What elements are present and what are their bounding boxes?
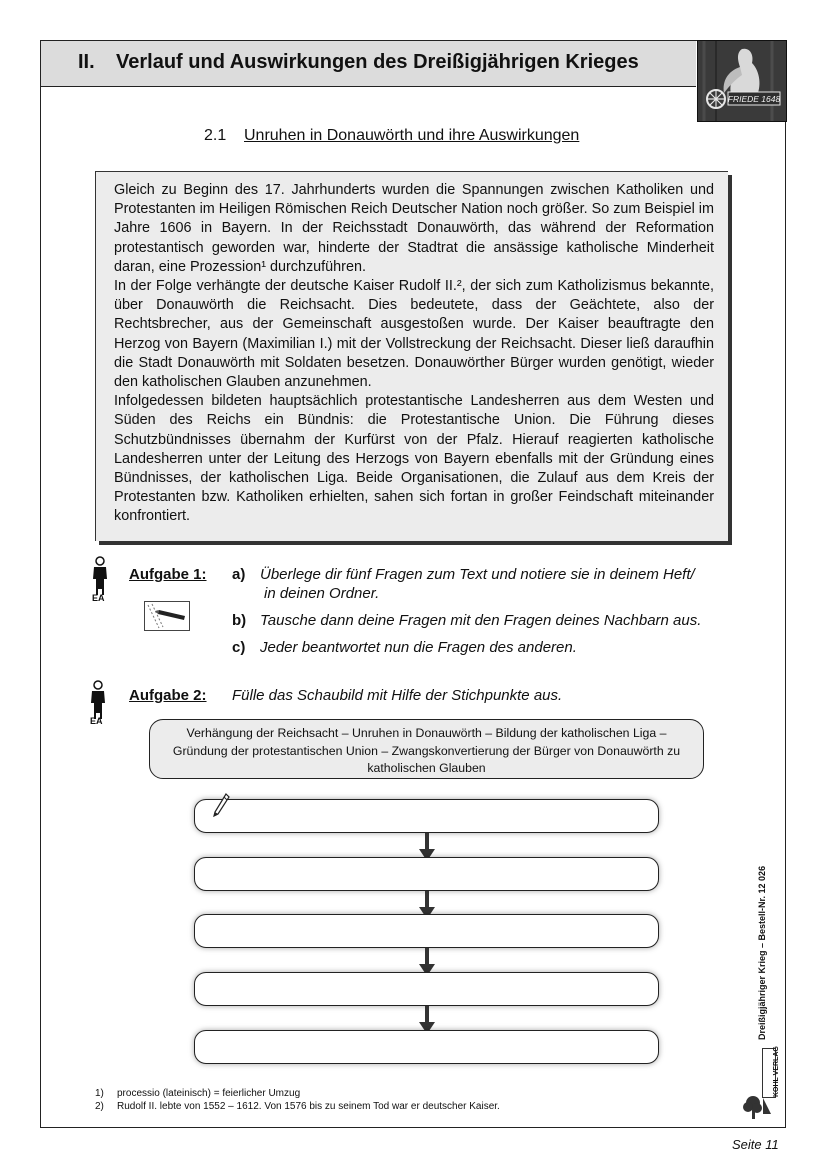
task1-label: Aufgabe 1: xyxy=(129,566,207,583)
publisher-logo: KOHL VERLAG xyxy=(762,1048,776,1098)
footnotes xyxy=(95,1088,500,1113)
section-title-text: Unruhen in Donauwörth und ihre Auswirkungen xyxy=(244,127,580,144)
flow-step-4-field[interactable] xyxy=(194,972,659,1006)
order-number-label: Dreißigjähriger Krieg – Bestell-Nr. 12 026 xyxy=(757,865,767,1040)
flow-step-3-field[interactable] xyxy=(194,914,659,948)
peace-dove-image xyxy=(697,40,787,122)
task1-c-letter: c) xyxy=(232,639,246,656)
image-caption: FRIEDE 1648 xyxy=(727,94,781,104)
paragraph-3: Infolgedessen bildeten hauptsächlich protestantische Landesherren aus dem Westen und Süden des Reichs ein Bündnis: die Protestantische Union. Die Führung dieses Schutzbündnisses übernahm der Kurfürst von der Pfalz. Hierauf reagierten katholische Landesherren unter der Leitung des Herzogs von Bayern ebenfalls mit der Gründung eines Bündnisses, der katholischen Liga. Beide Organisationen, die Zulauf aus dem Kreis der Protestanten bzw. Katholiken erhielten, sahen sich fortan in großer Feindschaft miteinander konfrontiert. xyxy=(114,393,714,525)
keywords-line: Gründung der protestantischen Union – Zwangskonvertierung der Bürger von Donauwörth zu xyxy=(172,743,681,758)
section-number: 2.1 xyxy=(204,127,227,144)
paragraph-1: Gleich zu Beginn des 17. Jahrhunderts wurden die Spannungen zwischen Katholiken und Protestanten im Heiligen Römischen Reich Deutscher Nation noch größer. So zum Beispiel im Jahre 1606 in Bayern. In der Reichsstadt Donauwörth, das während der Reformation protestantisch geworden war, hinderte der Stadtrat die ansässige katholische Minderheit daran, eine Prozession¹ durchzuführen. xyxy=(114,182,714,275)
task2-instruction: Fülle das Schaubild mit Hilfe der Stichpunkte aus. xyxy=(232,687,563,704)
footnote: 1) processio (lateinisch) = feierlicher Umzug xyxy=(95,1088,301,1099)
task1-a-letter: a) xyxy=(232,566,246,583)
flow-step-5-field[interactable] xyxy=(194,1030,659,1064)
page-number: Seite 11 xyxy=(732,1137,779,1152)
chapter-title xyxy=(78,51,639,74)
work-form-label: EA xyxy=(90,716,103,726)
chapter-number: II. xyxy=(78,51,95,73)
task1-b-letter: b) xyxy=(232,612,247,629)
footnote: 2) Rudolf II. lebte von 1552 – 1612. Von 1576 bis zu seinem Tod war er deutscher Kaiser. xyxy=(95,1100,500,1112)
pencil-icon xyxy=(211,792,231,822)
task1-a-text: Überlege dir fünf Fragen zum Text und notiere sie in deinem Heft/ xyxy=(260,566,695,583)
paragraph-2: In der Folge verhängte der deutsche Kaiser Rudolf II.², der sich zum Katholizismus bekannte, über Donauwörth die Reichsacht. Dies bedeutete, dass der Geächtete, also der Rechtsbrecher, aus der Gemeinschaft ausgestoßen wurde. Der Kaiser beauftragte den Herzog von Bayern (Maximilian I.) mit der Vollstreckung der Reichsacht. Dieser ließ daraufhin die Stadt Donauwörth mit Soldaten besetzen. Donauwörther Bürger wurden genötigt, wieder den katholischen Glauben anzunehmen. xyxy=(114,278,714,391)
flow-step-2-field[interactable] xyxy=(194,857,659,891)
task1-a-text-cont: in deinen Ordner. xyxy=(264,585,380,602)
work-form-label: EA xyxy=(92,593,105,603)
chapter-title-text: Verlauf und Auswirkungen des Dreißigjährigen Krieges xyxy=(116,51,639,73)
section-title xyxy=(204,127,579,145)
task2-label: Aufgabe 2: xyxy=(129,687,207,704)
keywords-line: Verhängung der Reichsacht – Unruhen in Donauwörth – Bildung der katholischen Liga – xyxy=(186,726,667,740)
tree-logo-icon xyxy=(741,1092,775,1120)
keyword-box xyxy=(149,719,704,779)
keywords-line: katholischen Glauben xyxy=(367,761,486,775)
flow-step-1-field[interactable] xyxy=(194,799,659,833)
info-text-box xyxy=(95,171,728,541)
pen-writing-icon xyxy=(144,601,190,631)
task1-b-text: Tausche dann deine Fragen mit den Fragen deines Nachbarn aus. xyxy=(260,612,702,629)
task1-c-text: Jeder beantwortet nun die Fragen des anderen. xyxy=(260,639,577,656)
